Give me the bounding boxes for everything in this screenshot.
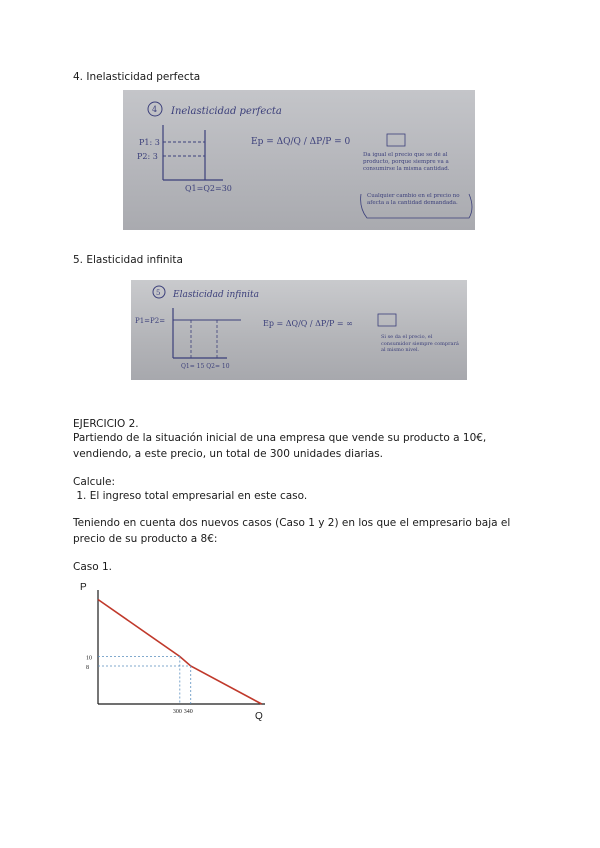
- question-1: 1. El ingreso total empresarial en este caso.: [73, 490, 308, 502]
- new-cases-text: Teniendo en cuenta dos nuevos casos (Caso 1 y 2) en los que el empresario baja el precio de su producto a 8€:: [73, 517, 511, 545]
- x-tick-label: 300: [172, 709, 182, 715]
- exercise-intro: Partiendo de la situación inicial de una empresa que vende su producto a 10€, vendiendo, a este precio, un total de 300 unidades diarias.: [73, 432, 487, 460]
- photo5-p: P1=P2=: [135, 317, 166, 325]
- x-tick-label: 340: [183, 709, 193, 715]
- elasticity-notes-photo: [131, 280, 467, 380]
- svg-text:4: 4: [152, 105, 158, 114]
- photo4-note1: Da igual el precio que se dé al producto, porque siempre va a consumirse la misma cantidad.: [363, 152, 450, 172]
- photo5-formula: Ep = ΔQ/Q / ΔP/P = ∞: [263, 319, 353, 328]
- exercise-title: EJERCICIO 2.: [73, 418, 139, 430]
- y-tick-label: 10: [86, 655, 92, 662]
- y-axis-label: P: [80, 582, 87, 593]
- photo4-p1: P1: 3: [139, 138, 160, 147]
- inelasticity-notes-photo: [123, 90, 475, 230]
- photo4-title: Inelasticidad perfecta: [171, 106, 282, 117]
- demand-chart: [70, 578, 280, 728]
- section-5-heading: 5. Elasticidad infinita: [73, 254, 183, 266]
- photo5-title: Elasticidad infinita: [173, 290, 259, 300]
- y-tick-label: 8: [86, 665, 89, 671]
- photo4-p2: P2: 3: [137, 152, 158, 161]
- photo4-formula: Ep = ΔQ/Q / ΔP/P = 0: [251, 137, 351, 147]
- case-1-label: Caso 1.: [73, 561, 113, 573]
- calcule-label: Calcule:: [73, 476, 116, 488]
- x-axis-label: Q: [255, 711, 263, 722]
- photo5-q: Q1= 15 Q2= 10: [181, 363, 230, 370]
- demand-line: [98, 600, 262, 705]
- photo5-note: Si se da el precio, el consumidor siempre comprará al mismo nivel.: [381, 334, 459, 353]
- photo4-q: Q1=Q2=30: [185, 184, 232, 193]
- photo4-note2: Cualquier cambio en el precio no afecta a la cantidad demandada.: [367, 193, 460, 206]
- section-4-heading: 4. Inelasticidad perfecta: [73, 71, 201, 83]
- svg-text:5: 5: [156, 289, 161, 297]
